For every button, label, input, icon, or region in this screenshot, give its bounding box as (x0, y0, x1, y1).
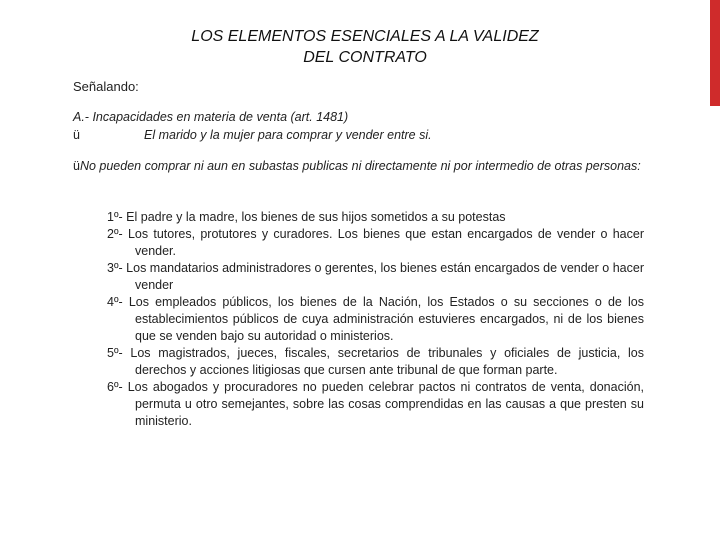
list-item: 3º- Los mandatarios administradores o gerentes, los bienes están encargados de vender o hacer vender (107, 261, 644, 292)
checkmark-icon: ü (73, 128, 80, 142)
title-line-2: DEL CONTRATO (303, 49, 427, 66)
list-item: 4º- Los empleados públicos, los bienes de la Nación, los Estados o su secciones o de los establecimientos públicos de cuya administración estuvieres encargados, ni de los bienes que se venden bajo su autoridad o ministerios. (107, 295, 644, 343)
slide-title (120, 26, 610, 68)
section-a-bullet (73, 126, 673, 144)
list-item: 1º- El padre y la madre, los bienes de sus hijos sometidos a su potestas (107, 210, 506, 224)
title-line-1: LOS ELEMENTOS ESENCIALES A LA VALIDEZ (191, 28, 539, 45)
section-a (73, 108, 673, 144)
incapacity-list (107, 209, 644, 430)
section-a-bullet-text: El marido y la mujer para comprar y vender entre si. (144, 128, 432, 142)
section-b-text: No pueden comprar ni aun en subastas publicas ni directamente ni por intermedio de otras personas: (79, 159, 641, 173)
checkmark-icon: ü (73, 159, 80, 173)
section-a-heading: A.- Incapacidades en materia de venta (art. 1481) (73, 110, 349, 124)
list-item: 2º- Los tutores, protutores y curadores. Los bienes que estan encargados de vender o hacer vender. (107, 227, 644, 258)
accent-bar (710, 0, 720, 106)
intro-text: Señalando: (73, 79, 139, 94)
section-b (73, 158, 645, 175)
list-item: 5º- Los magistrados, jueces, fiscales, secretarios de tribunales y oficiales de justicia, los derechos y acciones litigiosas que cursen ante tribunal de que forman parte. (107, 346, 644, 377)
list-item: 6º- Los abogados y procuradores no pueden celebrar pactos ni contratos de venta, donación, permuta u otro semejantes, sobre las cosas comprendidas en las causas a que presten su ministerio. (107, 380, 644, 428)
